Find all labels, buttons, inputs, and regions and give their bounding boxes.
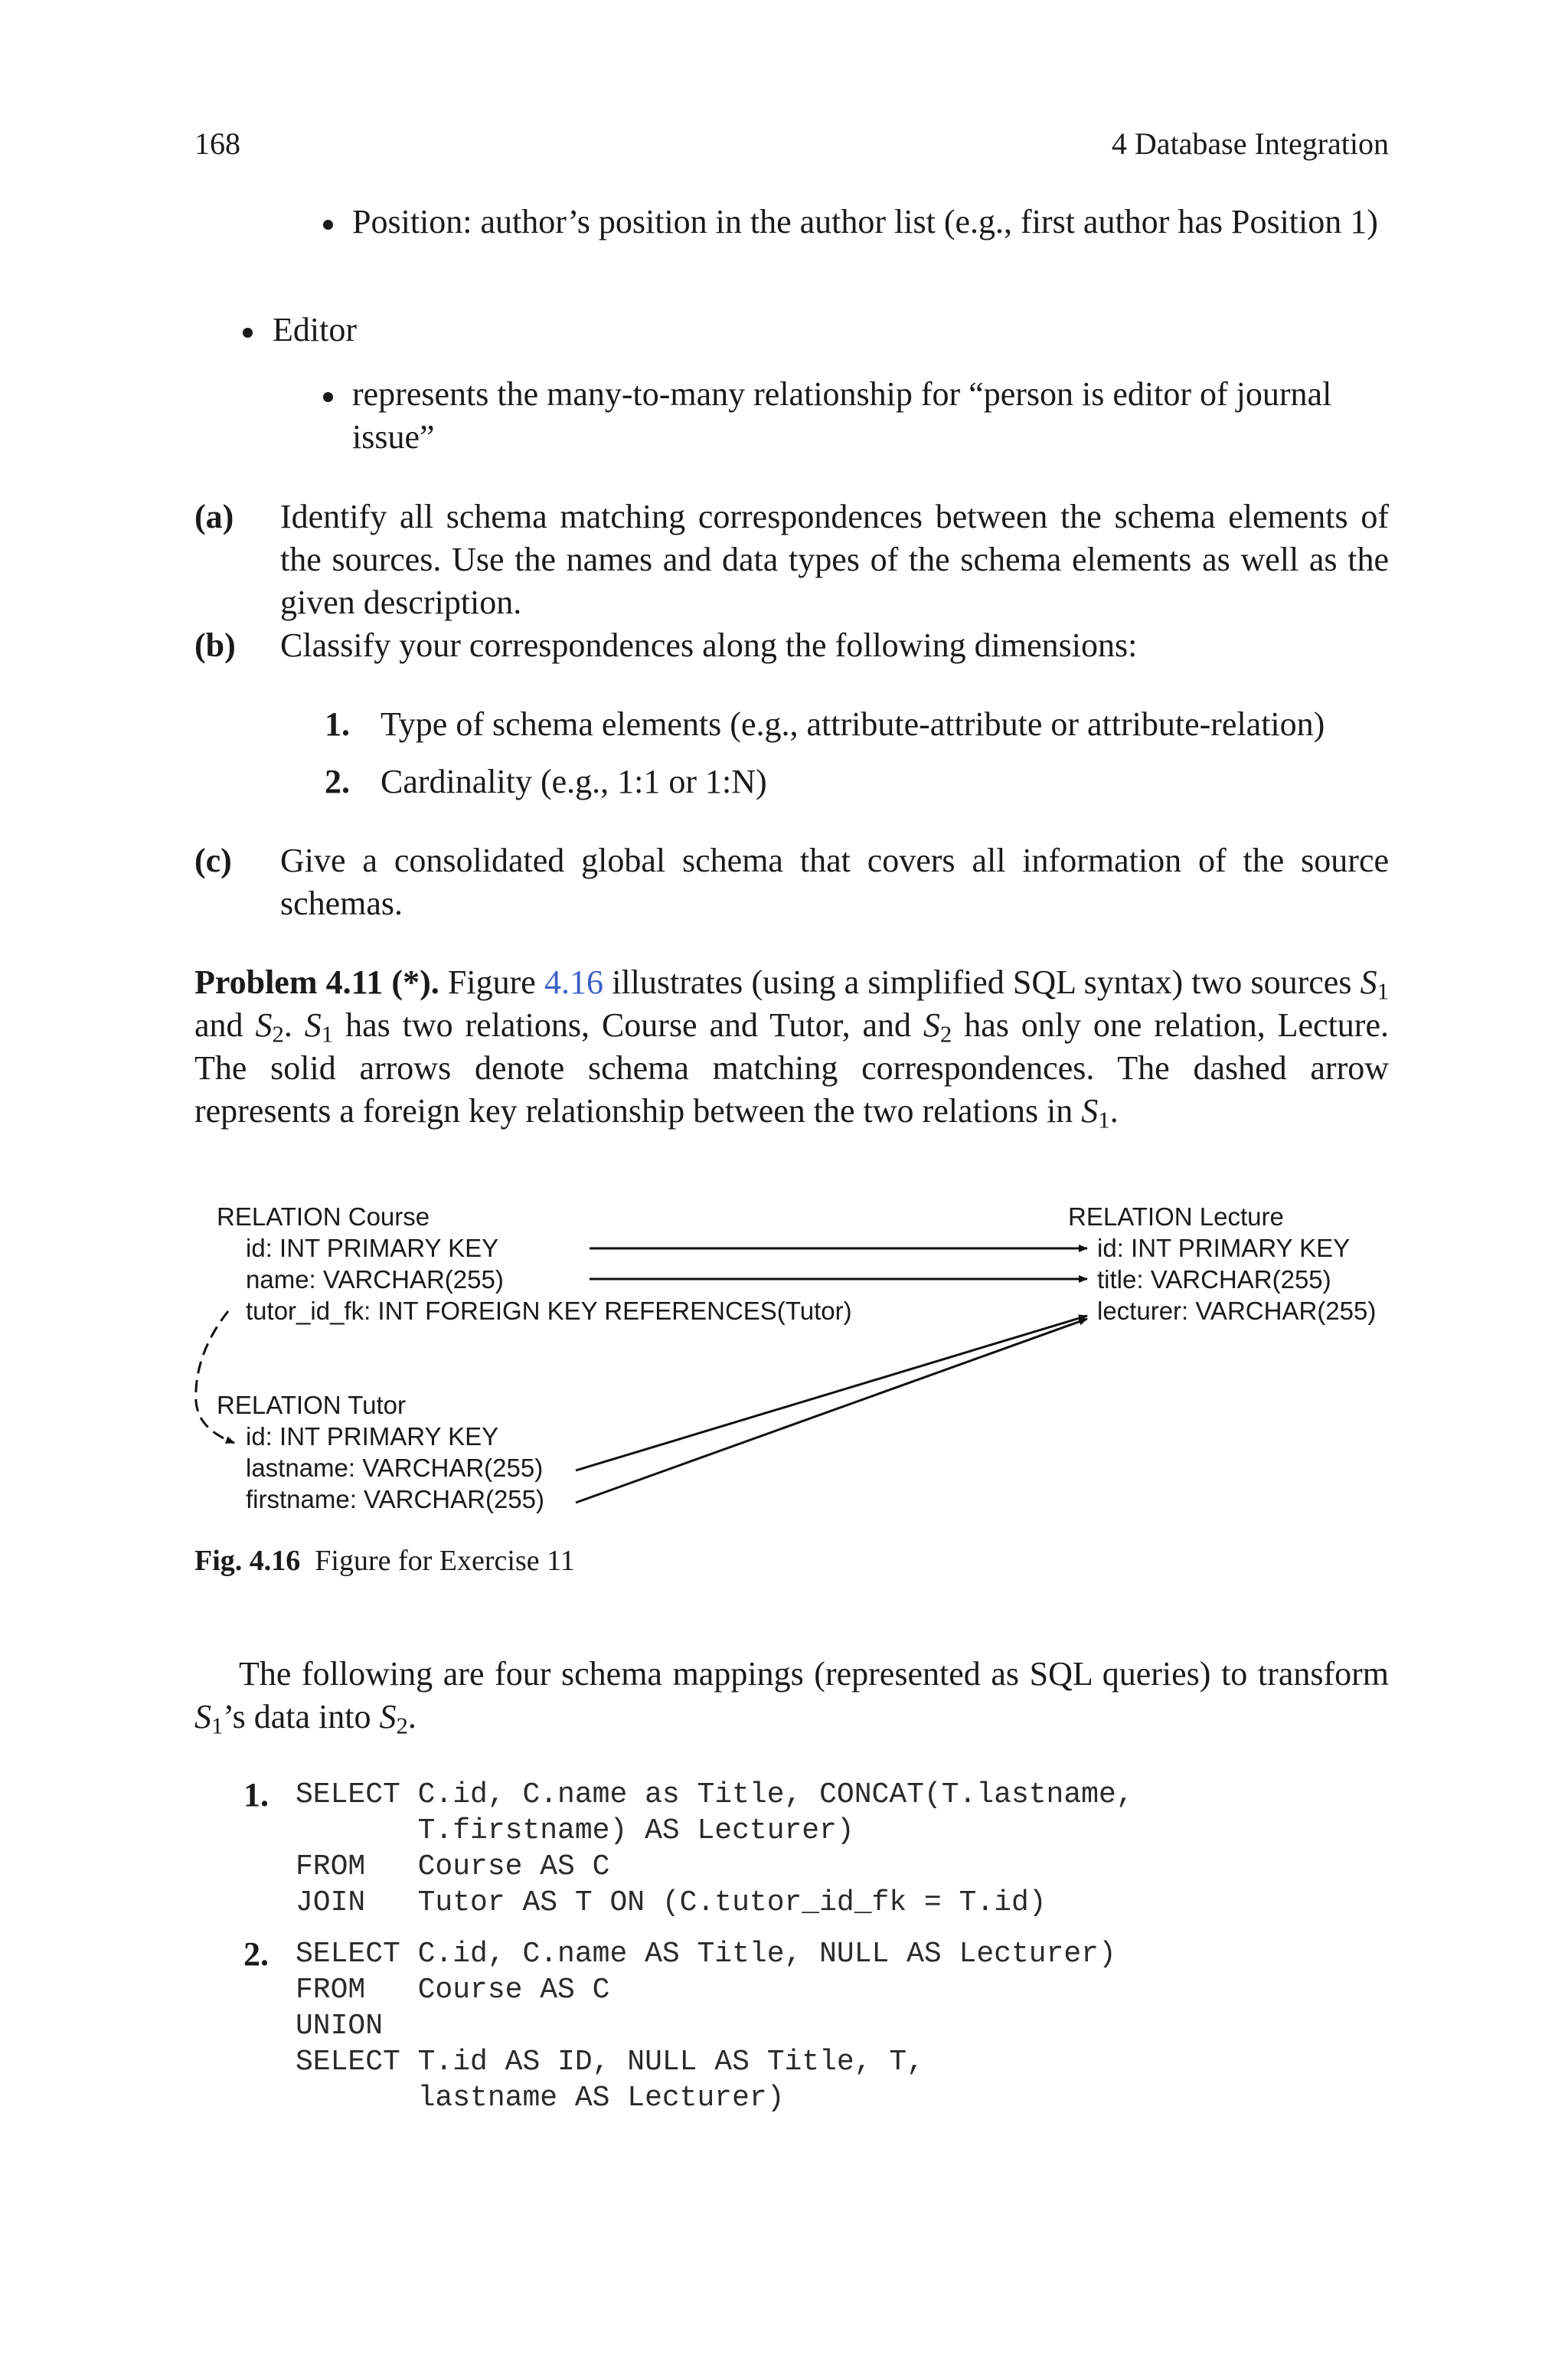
figure-caption [194, 1542, 575, 1579]
lecture-attr-id: id: INT PRIMARY KEY [1097, 1234, 1351, 1262]
position-item: Position: author’s position in the author list (e.g., first author has Position 1) [352, 203, 1378, 240]
editor-sub-item: represents the many-to-many relationship for “person is editor of journal issue” [352, 375, 1332, 456]
lecture-relation-header: RELATION Lecture [1068, 1202, 1284, 1231]
problem-paragraph: Problem 4.11 (*). Figure 4.16 illustrates (using a simplified SQL syntax) two sources $S_1$ and $S_2$. $S_1$ has two relations, Course and Tutor, and $S_2$ has only one relation, Lecture. The solid arrows denote schema matching correspondences. The dashed arrow represents a foreign key relationship between the two relations in $S_1$. [194, 963, 1390, 1133]
figure-link[interactable]: 4.16 [544, 963, 603, 1001]
tutor-attr-firstname: firstname: VARCHAR(255) [246, 1485, 544, 1513]
task-c-text: Give a consolidated global schema that covers all information of the source schemas. [280, 842, 1389, 922]
figure-caption-label: Fig. 4.16 [194, 1545, 301, 1577]
task-a-text: Identify all schema matching correspondences between the schema elements of the sources. Use the names and data types of the schema elements as well as the given description. [280, 498, 1389, 621]
task-b-label: (b) [194, 626, 236, 664]
course-attr-tutor-fk: tutor_id_fk: INT FOREIGN KEY REFERENCES(Tutor) [246, 1297, 852, 1325]
mapping-1-code: SELECT C.id, C.name as Title, CONCAT(T.lastname, T.firstname) AS Lecturer) FROM Course AS C JOIN Tutor AS T ON (C.tutor_id_fk = T.id) [296, 1778, 1134, 1919]
mapping-2-num: 2. [243, 1935, 269, 1973]
problem-title: Problem 4.11 (*). [194, 963, 439, 1001]
task-c-label: (c) [194, 842, 232, 879]
mapping-1-num: 1. [243, 1776, 269, 1814]
lecture-attr-lecturer: lecturer: VARCHAR(255) [1097, 1297, 1377, 1325]
figure-caption-text: Figure for Exercise 11 [315, 1545, 575, 1577]
task-b-text: Classify your correspondences along the following dimensions: [280, 626, 1138, 664]
running-head: 4 Database Integration [1111, 126, 1389, 161]
dimension-2-num: 2. [325, 763, 350, 800]
course-attr-id: id: INT PRIMARY KEY [246, 1234, 499, 1262]
mappings-intro: The following are four schema mappings (represented as SQL queries) to transform $S_1’s$ data into $S_2$. [194, 1655, 1389, 1739]
tutor-attr-id: id: INT PRIMARY KEY [246, 1422, 499, 1451]
arrow-lastname-to-lecturer [576, 1316, 1087, 1470]
course-attr-name: name: VARCHAR(255) [246, 1265, 504, 1294]
dimension-1-num: 1. [325, 705, 350, 743]
task-a-label: (a) [194, 498, 234, 535]
tutor-attr-lastname: lastname: VARCHAR(255) [246, 1454, 544, 1482]
dimension-2-text: Cardinality (e.g., 1:1 or 1:N) [381, 763, 767, 800]
mapping-2-code: SELECT C.id, C.name AS Title, NULL AS Lecturer) FROM Course AS C UNION SELECT T.id AS ID, NULL AS Title, T, lastname AS Lecturer) [296, 1938, 1116, 2115]
foreign-key-dashed-arrow [196, 1311, 234, 1443]
tutor-relation-header: RELATION Tutor [217, 1391, 406, 1419]
page-number: 168 [194, 126, 240, 161]
course-relation-header: RELATION Course [217, 1202, 430, 1231]
lecture-attr-title: title: VARCHAR(255) [1097, 1265, 1331, 1294]
editor-item: Editor [273, 311, 357, 348]
arrow-firstname-to-lecturer [576, 1319, 1087, 1503]
dimension-1-text: Type of schema elements (e.g., attribute-attribute or attribute-relation) [381, 705, 1325, 743]
